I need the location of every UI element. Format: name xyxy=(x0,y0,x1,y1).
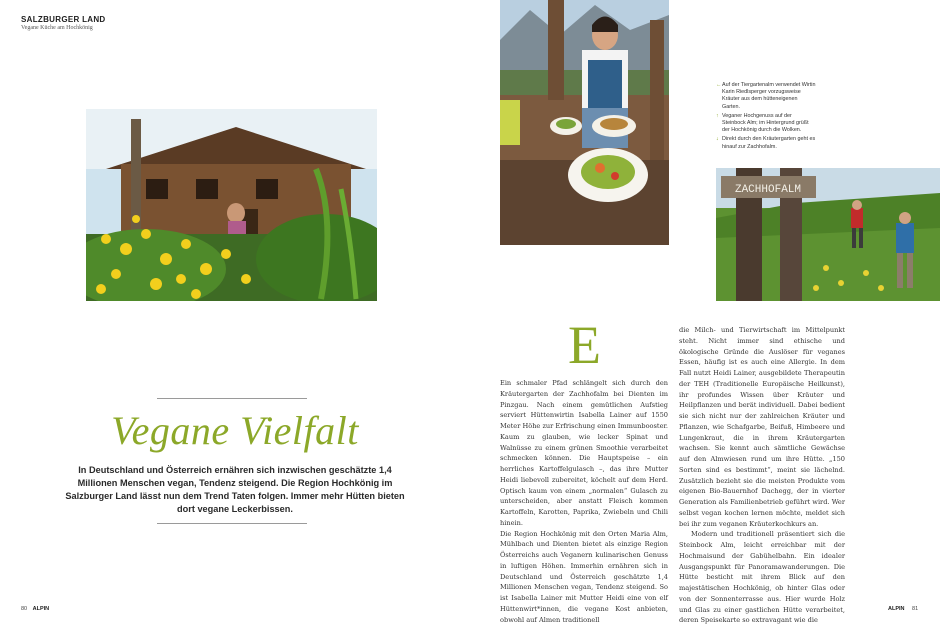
body-paragraph: die Milch- und Tierwirtschaft im Mittelpunkt steht. Nicht immer sind ethische und ökologische Gründe die Auslöser für veganes Essen, häufig ist es auch eine Allergie. In dem Fall nutzt Heidi Lainer, ausgebildete Therapeutin der TEH (Traditionelle Europäische Heilkunst), ihr profundes Wissen über Kräuter und Heilpflanzen und berät individuell. Dabei bedient sie sich nicht nur der zahlreichen Kräuter und Pflanzen, wie Schafgarbe, Beifuß, Himbeere und Lungenkraut, die in ihrem Kräutergarten wachsen. Sie kennt auch sämtliche Gewächse auf den Almwiesen rund um ihre Hütte. „150 Sorten sind es bestimmt“, meint sie lächelnd. Zusätzlich bezieht sie die meisten Produkte vom eigenen Bio-Bauernhof Dachegg, der in vierter Generation als Familienbetrieb geführt wird. Wer selbst vegan kochen lernen möchte, meldet sich bei ihr zum veganen Kräuterkochkurs an. xyxy=(679,326,845,528)
caption-marker: ← xyxy=(716,82,722,88)
drop-cap: E xyxy=(568,315,601,375)
brand-right: ALPIN xyxy=(888,606,905,612)
body-column-2 xyxy=(679,325,845,626)
page-title: Vegane Vielfalt xyxy=(111,408,359,453)
caption-item xyxy=(716,113,816,135)
body-paragraph: Modern und traditionell präsentiert sich die Steinbock Alm, leicht erreichbar mit der Hochmaisund der Gabühelbahn. Ein idealer Ausgangspunkt für Panoramawanderungen. Die Hütte besticht mit ihrem Blick auf den majestätischen Hochkönig, ob hinter Glas oder von der Sonnenterrasse aus. Hier wurde Holz und Glas zu einer gastlichen Hütte verarbeitet, deren Speisekarte so extravagant wie die xyxy=(679,530,845,625)
caption-text: Auf der Tiergartenalm verwendet Wirtin Karin Riedlsperger vorzugsweise Kräuter aus dem hütteneigenen Garten. xyxy=(722,82,816,110)
hut-photo xyxy=(86,109,377,301)
caption-marker: ↓ xyxy=(716,136,719,143)
headline-bottom-rule xyxy=(157,523,307,524)
caption-text: Veganer Hochgenuss auf der Steinbock Alm; im Hintergrund grüßt der Hochkönig durch die Wolken. xyxy=(722,112,809,134)
lead-paragraph: In Deutschland und Österreich ernähren sich inzwischen geschätzte 1,4 Millionen Menschen vegan, Tendenz steigend. Die Region Hochkönig im Salzburger Land lässt nun dem Trend Taten folgen. Immer mehr Hütten bieten dort vegane Leckerbissen. xyxy=(65,465,405,514)
footer-left xyxy=(21,606,49,612)
brand-left: ALPIN xyxy=(32,606,50,612)
page-number-right: 81 xyxy=(912,606,919,612)
caption-item xyxy=(716,82,816,111)
caption-text: Direkt durch den Kräutergarten geht es hinauf zur Zachhofalm. xyxy=(722,136,816,150)
hiking-photo xyxy=(716,168,940,301)
sign-text: ZACHHOFALM xyxy=(734,184,802,196)
section-title: SALZBURGER LAND xyxy=(21,15,106,24)
caption-marker: ↑ xyxy=(716,112,719,119)
photo-captions xyxy=(716,82,816,153)
section-subtitle: Vegane Küche am Hochkönig xyxy=(21,25,93,31)
body-paragraph: Ein schmaler Pfad schlängelt sich durch den Kräutergarten der Zachhofalm bei Dienten im Pinzgau. Nach einem gemütlichen Aufstieg serviert Hüttenwirtin Isabella Lainer auf 1550 Meter Höhe zur Erfrischung einen Immunbooster. Kaum zu glauben, wie lecker Spinat und Walnüsse zu einem grünen Smoothie verarbeitet schmecken können. Die Hauptspeise – ein herrliches Kartoffelgulasch –, das ihre Mutter Heidi liebevoll zubereitet, köchelt auf dem Herd. Optisch kaum von einem „normalen“ Gulasch zu unterscheiden, aber anstatt Fleisch kommen Kartoffeln, Karotten, Paprika, Zwiebeln und Chili hinein. xyxy=(500,379,668,527)
page-number-left: 80 xyxy=(21,606,28,612)
headline-top-rule xyxy=(157,398,307,399)
waitress-photo xyxy=(500,0,669,245)
body-paragraph: Die Region Hochkönig mit den Orten Maria Alm, Mühlbach und Dienten bietet als einzige Region Österreichs auch Veganern kulinarischen Genuss in luftigen Höhen. Immerhin ernähren sich in Deutschland und Österreich geschätzte 1,4 Millionen Menschen vegan, Tendenz steigend. So ist Isabella Lainer mit Mutter Heidi eine von elf Hüttenwirt*innen, die vegane Kost anbieten, obwohl auf Almen traditionell xyxy=(500,529,668,624)
caption-item xyxy=(716,136,816,150)
footer-right xyxy=(888,606,918,612)
body-column-1 xyxy=(500,378,668,625)
